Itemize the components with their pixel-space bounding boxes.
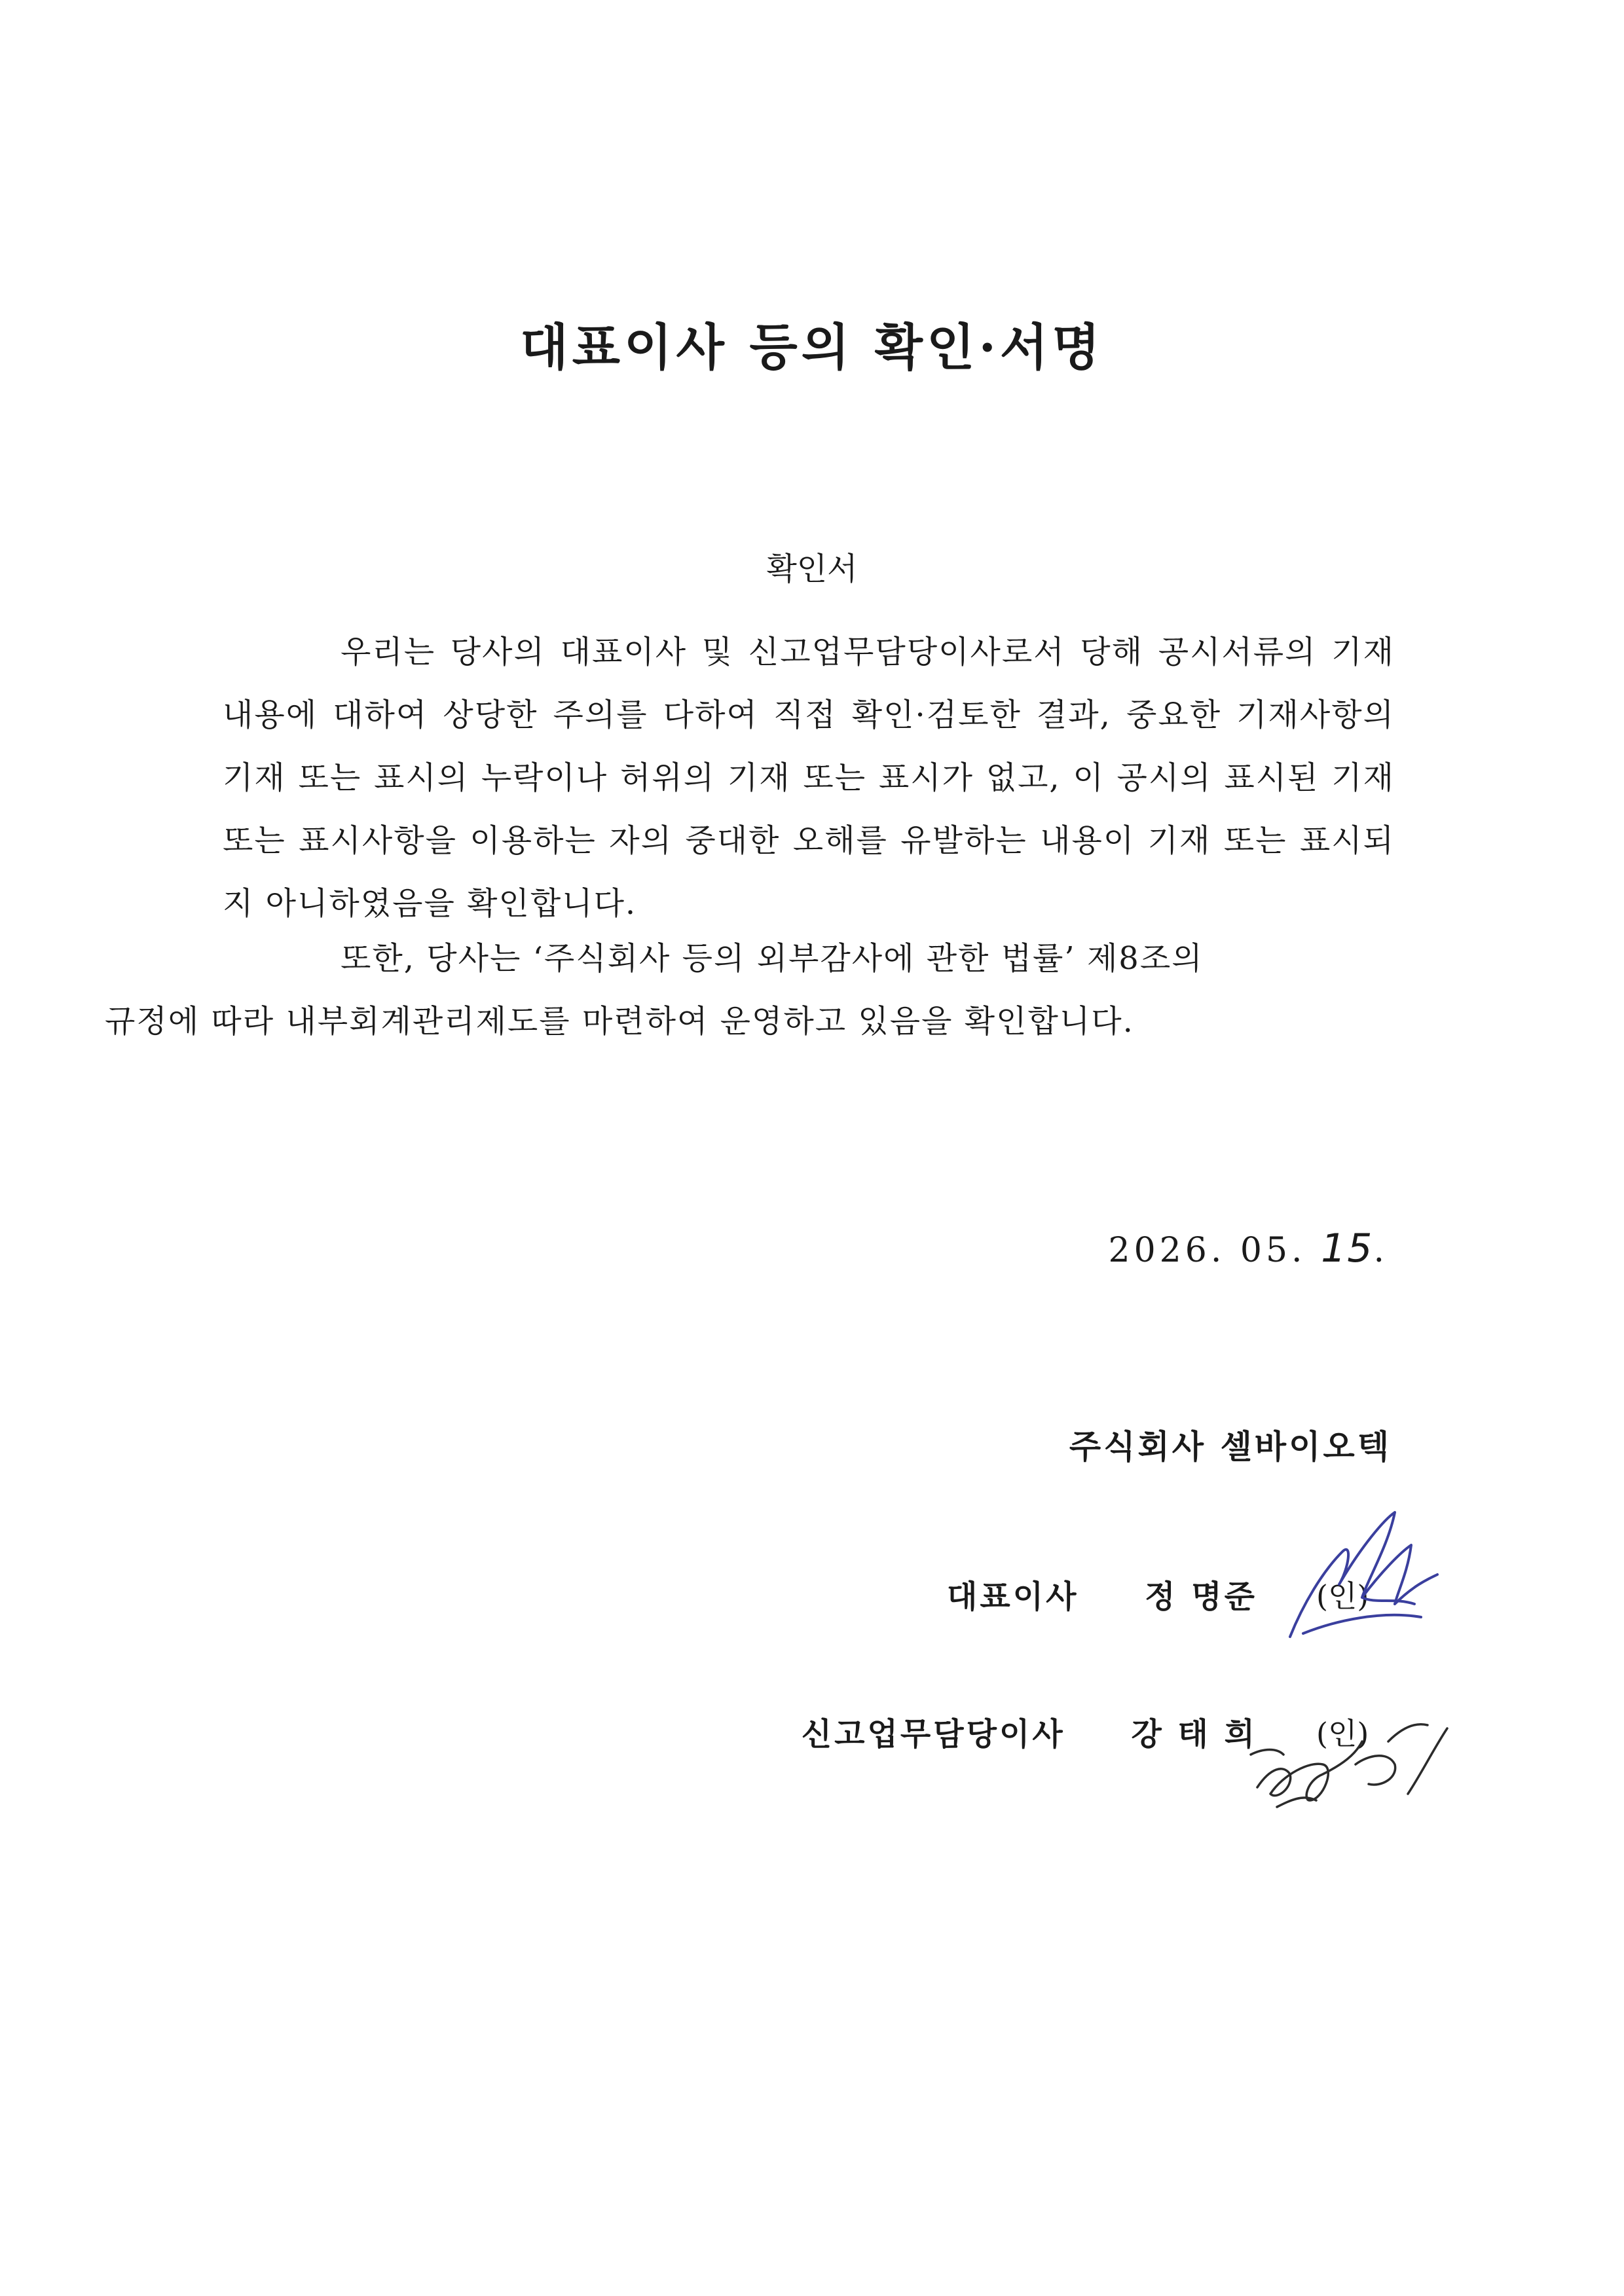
signatory-cfo — [802, 1709, 1257, 1754]
signatory-name: 정 명준 — [1145, 1578, 1257, 1615]
ceo-signature-stroke — [1290, 1512, 1437, 1637]
signatory-role: 대표이사 — [946, 1578, 1079, 1615]
page-title: 대표이사 등의 확인·서명 — [520, 318, 1104, 376]
company-name: 주식회사 셀바이오텍 — [1069, 1427, 1392, 1466]
seal-mark: (인) — [1316, 1716, 1369, 1751]
date-handwritten-day: 15 — [1321, 1226, 1374, 1271]
internal-control-paragraph-line-1: 또한, 당사는 ‘주식회사 등의 외부감사에 관한 법률’ 제8조의 — [341, 940, 1204, 977]
seal-mark: (인) — [1316, 1578, 1369, 1614]
signatory-name: 강 태 희 — [1131, 1716, 1257, 1753]
signatory-ceo — [947, 1571, 1257, 1616]
date-trailing: . — [1373, 1231, 1388, 1270]
confirmation-paragraph: 우리는 당사의 대표이사 및 신고업무담당이사로서 당해 공시서류의 기재내용에 대하여 상당한 주의를 다하여 직접 확인·검토한 결과, 중요한 기재사항의 기재 또는 표시의 누락이나 허위의 기재 또는 표시가 없고, 이 공시의 표시된 기재 또는 표시사항을 이용하는 자의 중대한 오해를 유발하는 내용이 기재 또는 표시되지 아니하였음을 확인합니다. — [223, 634, 1395, 922]
internal-control-paragraph — [105, 927, 1395, 1053]
internal-control-paragraph-line-2: 규정에 따라 내부회계관리제도를 마련하여 운영하고 있음을 확인합니다. — [105, 1003, 1134, 1040]
ceo-signature — [1264, 1506, 1460, 1650]
signatory-role: 신고업무담당이사 — [801, 1716, 1065, 1753]
document-heading: 확인서 — [766, 551, 858, 587]
date-printed: 2026. 05. — [1108, 1231, 1306, 1270]
document-date — [1108, 1226, 1388, 1271]
cfo-signature-stroke — [1251, 1724, 1447, 1807]
cfo-signature — [1238, 1702, 1473, 1833]
